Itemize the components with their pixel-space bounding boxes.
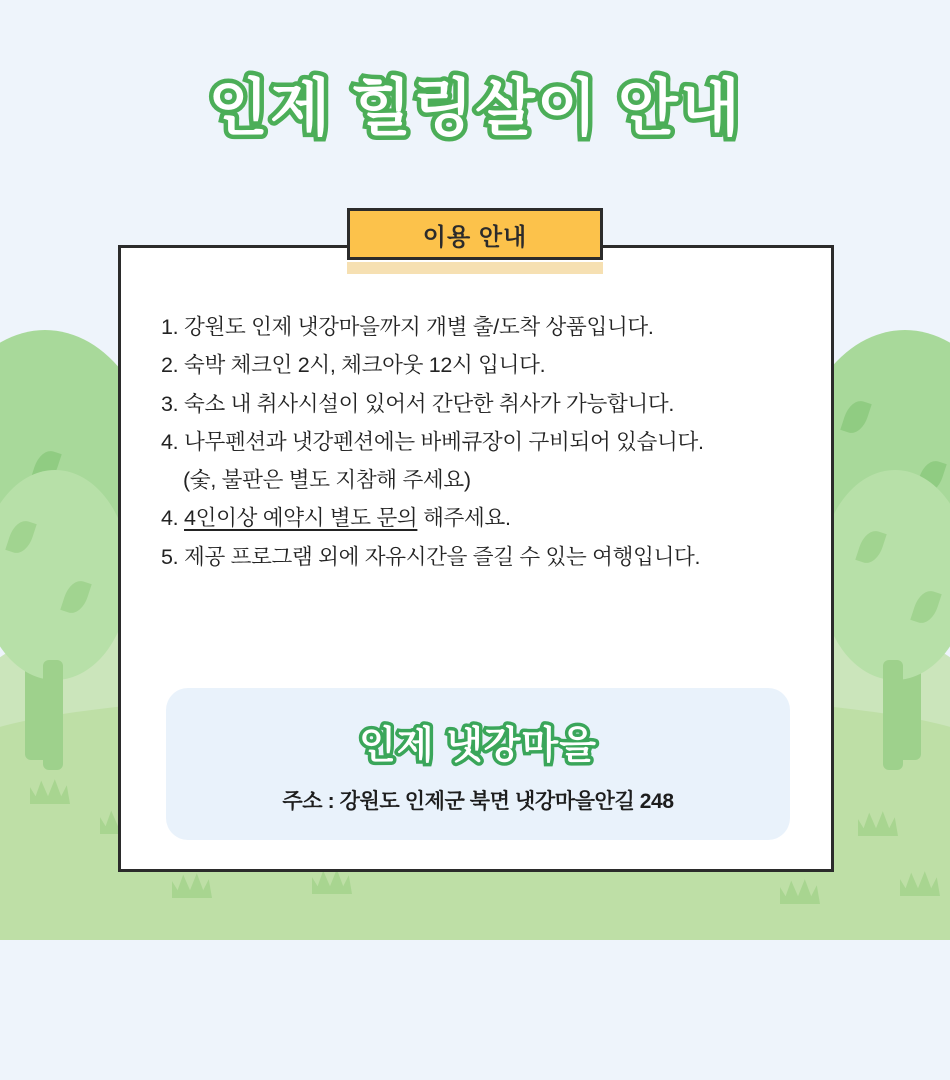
- tree-right-small: [820, 430, 950, 760]
- list-item: 4. 나무펜션과 냇강펜션에는 바베큐장이 구비되어 있습니다.: [161, 429, 704, 454]
- tab-shadow: [347, 262, 603, 274]
- list-item-subnote: (숯, 불판은 별도 지참해 주세요): [183, 468, 471, 493]
- list-item-inquiry: [161, 499, 801, 537]
- list-item-inquiry-underlined: 4인이상 예약시 별도 문의: [184, 506, 418, 531]
- village-name: 인제 냇강마을: [359, 724, 597, 767]
- list-item: 5. 제공 프로그램 외에 자유시간을 즐길 수 있는 여행입니다.: [161, 544, 701, 569]
- list-item: 2. 숙박 체크인 2시, 체크아웃 12시 입니다.: [161, 353, 546, 378]
- tree-left-small: [0, 430, 130, 760]
- village-info-box: [166, 688, 790, 840]
- list-item-inquiry-prefix: 4.: [161, 506, 185, 531]
- notice-list: [161, 308, 801, 576]
- list-item-inquiry-suffix: 해주세요.: [417, 506, 511, 531]
- list-item: 3. 숙소 내 취사시설이 있어서 간단한 취사가 가능합니다.: [161, 391, 675, 416]
- notice-card: [118, 245, 834, 872]
- village-address: 주소 : 강원도 인제군 북면 냇강마을안길 248: [282, 789, 674, 813]
- usage-notice-tab: 이용 안내: [347, 208, 603, 260]
- list-item: 1. 강원도 인제 냇강마을까지 개별 출/도착 상품입니다.: [161, 315, 654, 339]
- page-title: 인제 힐링살이 안내: [208, 74, 742, 143]
